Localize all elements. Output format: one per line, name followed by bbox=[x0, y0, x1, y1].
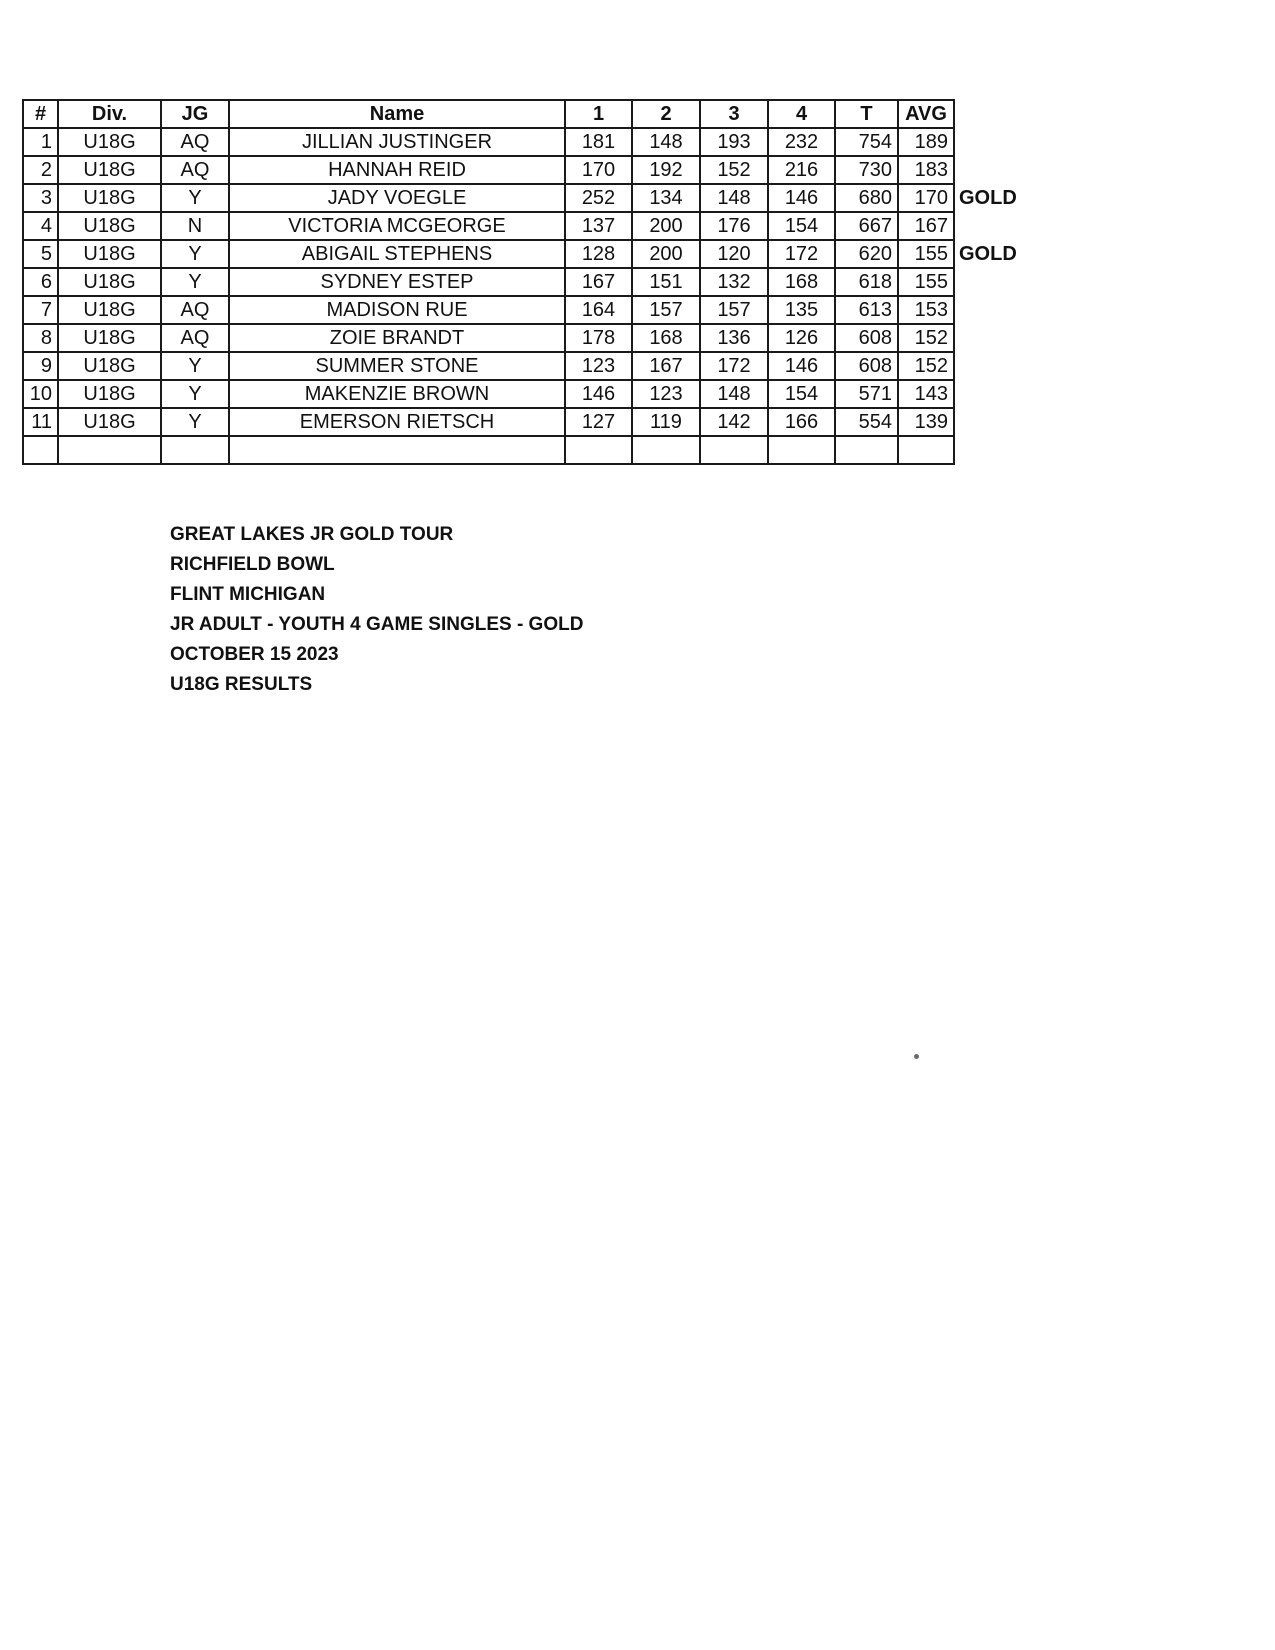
table-row bbox=[23, 212, 1024, 240]
cell-note bbox=[954, 352, 1024, 380]
cell-note: GOLD bbox=[959, 243, 1017, 265]
cell-avg: 153 bbox=[898, 296, 954, 324]
cell-game-1: 181 bbox=[565, 128, 632, 156]
header-name: Name bbox=[229, 100, 565, 128]
cell-div: U18G bbox=[58, 156, 161, 184]
cell-rank: 2 bbox=[23, 156, 58, 184]
cell-total: 730 bbox=[835, 156, 898, 184]
cell-div: U18G bbox=[58, 128, 161, 156]
header-game-2: 2 bbox=[632, 100, 700, 128]
cell-div: U18G bbox=[58, 408, 161, 436]
table-row bbox=[23, 184, 1024, 212]
cell-rank: 5 bbox=[23, 240, 58, 268]
empty-cell bbox=[632, 436, 700, 464]
cell-game-2: 134 bbox=[632, 184, 700, 212]
empty-cell bbox=[58, 436, 161, 464]
results-body bbox=[23, 128, 1024, 464]
cell-note bbox=[954, 380, 1024, 408]
cell-jg: Y bbox=[161, 240, 229, 268]
cell-game-3: 142 bbox=[700, 408, 768, 436]
results-table bbox=[22, 99, 1025, 465]
cell-name: JILLIAN JUSTINGER bbox=[229, 128, 565, 156]
cell-game-1: 146 bbox=[565, 380, 632, 408]
cell-game-3: 132 bbox=[700, 268, 768, 296]
cell-game-2: 119 bbox=[632, 408, 700, 436]
cell-game-3: 120 bbox=[700, 240, 768, 268]
cell-game-2: 123 bbox=[632, 380, 700, 408]
cell-game-4: 126 bbox=[768, 324, 835, 352]
cell-jg: Y bbox=[161, 408, 229, 436]
cell-div: U18G bbox=[58, 212, 161, 240]
cell-div: U18G bbox=[58, 380, 161, 408]
cell-game-4: 216 bbox=[768, 156, 835, 184]
cell-name: MAKENZIE BROWN bbox=[229, 380, 565, 408]
cell-game-2: 200 bbox=[632, 240, 700, 268]
cell-avg: 183 bbox=[898, 156, 954, 184]
empty-cell bbox=[700, 436, 768, 464]
cell-game-2: 148 bbox=[632, 128, 700, 156]
cell-note: GOLD bbox=[959, 187, 1017, 209]
cell-div: U18G bbox=[58, 268, 161, 296]
cell-game-3: 136 bbox=[700, 324, 768, 352]
cell-game-2: 151 bbox=[632, 268, 700, 296]
empty-cell bbox=[835, 436, 898, 464]
scan-speck bbox=[914, 1054, 919, 1059]
cell-note bbox=[954, 128, 1024, 156]
table-row bbox=[23, 324, 1024, 352]
cell-game-2: 200 bbox=[632, 212, 700, 240]
event-location: FLINT MICHIGAN bbox=[170, 584, 326, 605]
empty-cell bbox=[565, 436, 632, 464]
table-row bbox=[23, 296, 1024, 324]
cell-game-3: 152 bbox=[700, 156, 768, 184]
cell-note bbox=[954, 324, 1024, 352]
cell-name: ABIGAIL STEPHENS bbox=[229, 240, 565, 268]
cell-avg: 155 bbox=[898, 240, 954, 268]
cell-rank: 1 bbox=[23, 128, 58, 156]
header-div: Div. bbox=[58, 100, 161, 128]
table-row bbox=[23, 240, 1024, 268]
cell-game-1: 137 bbox=[565, 212, 632, 240]
header-jg: JG bbox=[161, 100, 229, 128]
cell-rank: 10 bbox=[23, 380, 58, 408]
cell-rank: 9 bbox=[23, 352, 58, 380]
cell-total: 754 bbox=[835, 128, 898, 156]
event-date: OCTOBER 15 2023 bbox=[170, 644, 339, 665]
cell-total: 554 bbox=[835, 408, 898, 436]
cell-jg: AQ bbox=[161, 128, 229, 156]
cell-jg: AQ bbox=[161, 296, 229, 324]
cell-name: SUMMER STONE bbox=[229, 352, 565, 380]
cell-game-3: 193 bbox=[700, 128, 768, 156]
cell-div: U18G bbox=[58, 296, 161, 324]
table-row bbox=[23, 156, 1024, 184]
cell-jg: Y bbox=[161, 380, 229, 408]
cell-game-1: 127 bbox=[565, 408, 632, 436]
cell-name: JADY VOEGLE bbox=[229, 184, 565, 212]
cell-div: U18G bbox=[58, 240, 161, 268]
cell-total: 571 bbox=[835, 380, 898, 408]
cell-game-3: 176 bbox=[700, 212, 768, 240]
cell-game-1: 128 bbox=[565, 240, 632, 268]
cell-name: MADISON RUE bbox=[229, 296, 565, 324]
cell-avg: 139 bbox=[898, 408, 954, 436]
cell-div: U18G bbox=[58, 352, 161, 380]
tour-name: GREAT LAKES JR GOLD TOUR bbox=[170, 524, 454, 545]
cell-game-1: 167 bbox=[565, 268, 632, 296]
cell-game-3: 172 bbox=[700, 352, 768, 380]
cell-rank: 7 bbox=[23, 296, 58, 324]
cell-game-4: 168 bbox=[768, 268, 835, 296]
header-avg: AVG bbox=[898, 100, 954, 128]
event-title: JR ADULT - YOUTH 4 GAME SINGLES - GOLD bbox=[170, 614, 584, 635]
cell-total: 613 bbox=[835, 296, 898, 324]
cell-game-1: 178 bbox=[565, 324, 632, 352]
cell-avg: 170 bbox=[898, 184, 954, 212]
table-row bbox=[23, 380, 1024, 408]
cell-name: EMERSON RIETSCH bbox=[229, 408, 565, 436]
venue-name: RICHFIELD BOWL bbox=[170, 554, 335, 575]
table-row bbox=[23, 408, 1024, 436]
cell-div: U18G bbox=[58, 184, 161, 212]
cell-note bbox=[954, 212, 1024, 240]
header-game-1: 1 bbox=[565, 100, 632, 128]
empty-cell bbox=[954, 436, 1024, 464]
cell-game-3: 148 bbox=[700, 380, 768, 408]
cell-jg: Y bbox=[161, 352, 229, 380]
results-label: U18G RESULTS bbox=[170, 674, 313, 695]
cell-rank: 3 bbox=[23, 184, 58, 212]
cell-game-4: 232 bbox=[768, 128, 835, 156]
cell-avg: 143 bbox=[898, 380, 954, 408]
cell-game-4: 154 bbox=[768, 212, 835, 240]
cell-jg: Y bbox=[161, 268, 229, 296]
cell-rank: 4 bbox=[23, 212, 58, 240]
cell-jg: Y bbox=[161, 184, 229, 212]
cell-game-3: 148 bbox=[700, 184, 768, 212]
cell-game-3: 157 bbox=[700, 296, 768, 324]
cell-avg: 152 bbox=[898, 352, 954, 380]
header-game-3: 3 bbox=[700, 100, 768, 128]
cell-game-1: 252 bbox=[565, 184, 632, 212]
header-game-4: 4 bbox=[768, 100, 835, 128]
empty-cell bbox=[161, 436, 229, 464]
table-row bbox=[23, 128, 1024, 156]
cell-total: 608 bbox=[835, 324, 898, 352]
cell-game-1: 170 bbox=[565, 156, 632, 184]
cell-game-2: 168 bbox=[632, 324, 700, 352]
cell-div: U18G bbox=[58, 324, 161, 352]
cell-total: 618 bbox=[835, 268, 898, 296]
cell-total: 680 bbox=[835, 184, 898, 212]
header-row bbox=[23, 100, 1024, 128]
cell-game-4: 146 bbox=[768, 184, 835, 212]
cell-rank: 8 bbox=[23, 324, 58, 352]
event-info bbox=[170, 520, 583, 700]
header-rank: # bbox=[23, 100, 58, 128]
empty-cell bbox=[768, 436, 835, 464]
cell-rank: 6 bbox=[23, 268, 58, 296]
cell-game-4: 154 bbox=[768, 380, 835, 408]
cell-jg: AQ bbox=[161, 156, 229, 184]
empty-cell bbox=[898, 436, 954, 464]
cell-game-1: 123 bbox=[565, 352, 632, 380]
cell-avg: 189 bbox=[898, 128, 954, 156]
header-total: T bbox=[835, 100, 898, 128]
cell-note bbox=[954, 408, 1024, 436]
cell-total: 608 bbox=[835, 352, 898, 380]
cell-game-4: 172 bbox=[768, 240, 835, 268]
cell-game-4: 166 bbox=[768, 408, 835, 436]
cell-rank: 11 bbox=[23, 408, 58, 436]
cell-game-2: 167 bbox=[632, 352, 700, 380]
empty-cell bbox=[229, 436, 565, 464]
cell-avg: 155 bbox=[898, 268, 954, 296]
table-row bbox=[23, 352, 1024, 380]
header-note-spacer bbox=[954, 100, 1024, 128]
cell-name: HANNAH REID bbox=[229, 156, 565, 184]
cell-total: 667 bbox=[835, 212, 898, 240]
cell-name: ZOIE BRANDT bbox=[229, 324, 565, 352]
cell-jg: N bbox=[161, 212, 229, 240]
cell-game-4: 146 bbox=[768, 352, 835, 380]
cell-note bbox=[954, 156, 1024, 184]
empty-row bbox=[23, 436, 1024, 464]
cell-game-1: 164 bbox=[565, 296, 632, 324]
cell-note bbox=[954, 296, 1024, 324]
cell-avg: 167 bbox=[898, 212, 954, 240]
cell-name: VICTORIA MCGEORGE bbox=[229, 212, 565, 240]
cell-jg: AQ bbox=[161, 324, 229, 352]
cell-game-2: 192 bbox=[632, 156, 700, 184]
cell-avg: 152 bbox=[898, 324, 954, 352]
empty-cell bbox=[23, 436, 58, 464]
table-row bbox=[23, 268, 1024, 296]
cell-note bbox=[954, 268, 1024, 296]
cell-name: SYDNEY ESTEP bbox=[229, 268, 565, 296]
cell-game-4: 135 bbox=[768, 296, 835, 324]
cell-total: 620 bbox=[835, 240, 898, 268]
cell-game-2: 157 bbox=[632, 296, 700, 324]
